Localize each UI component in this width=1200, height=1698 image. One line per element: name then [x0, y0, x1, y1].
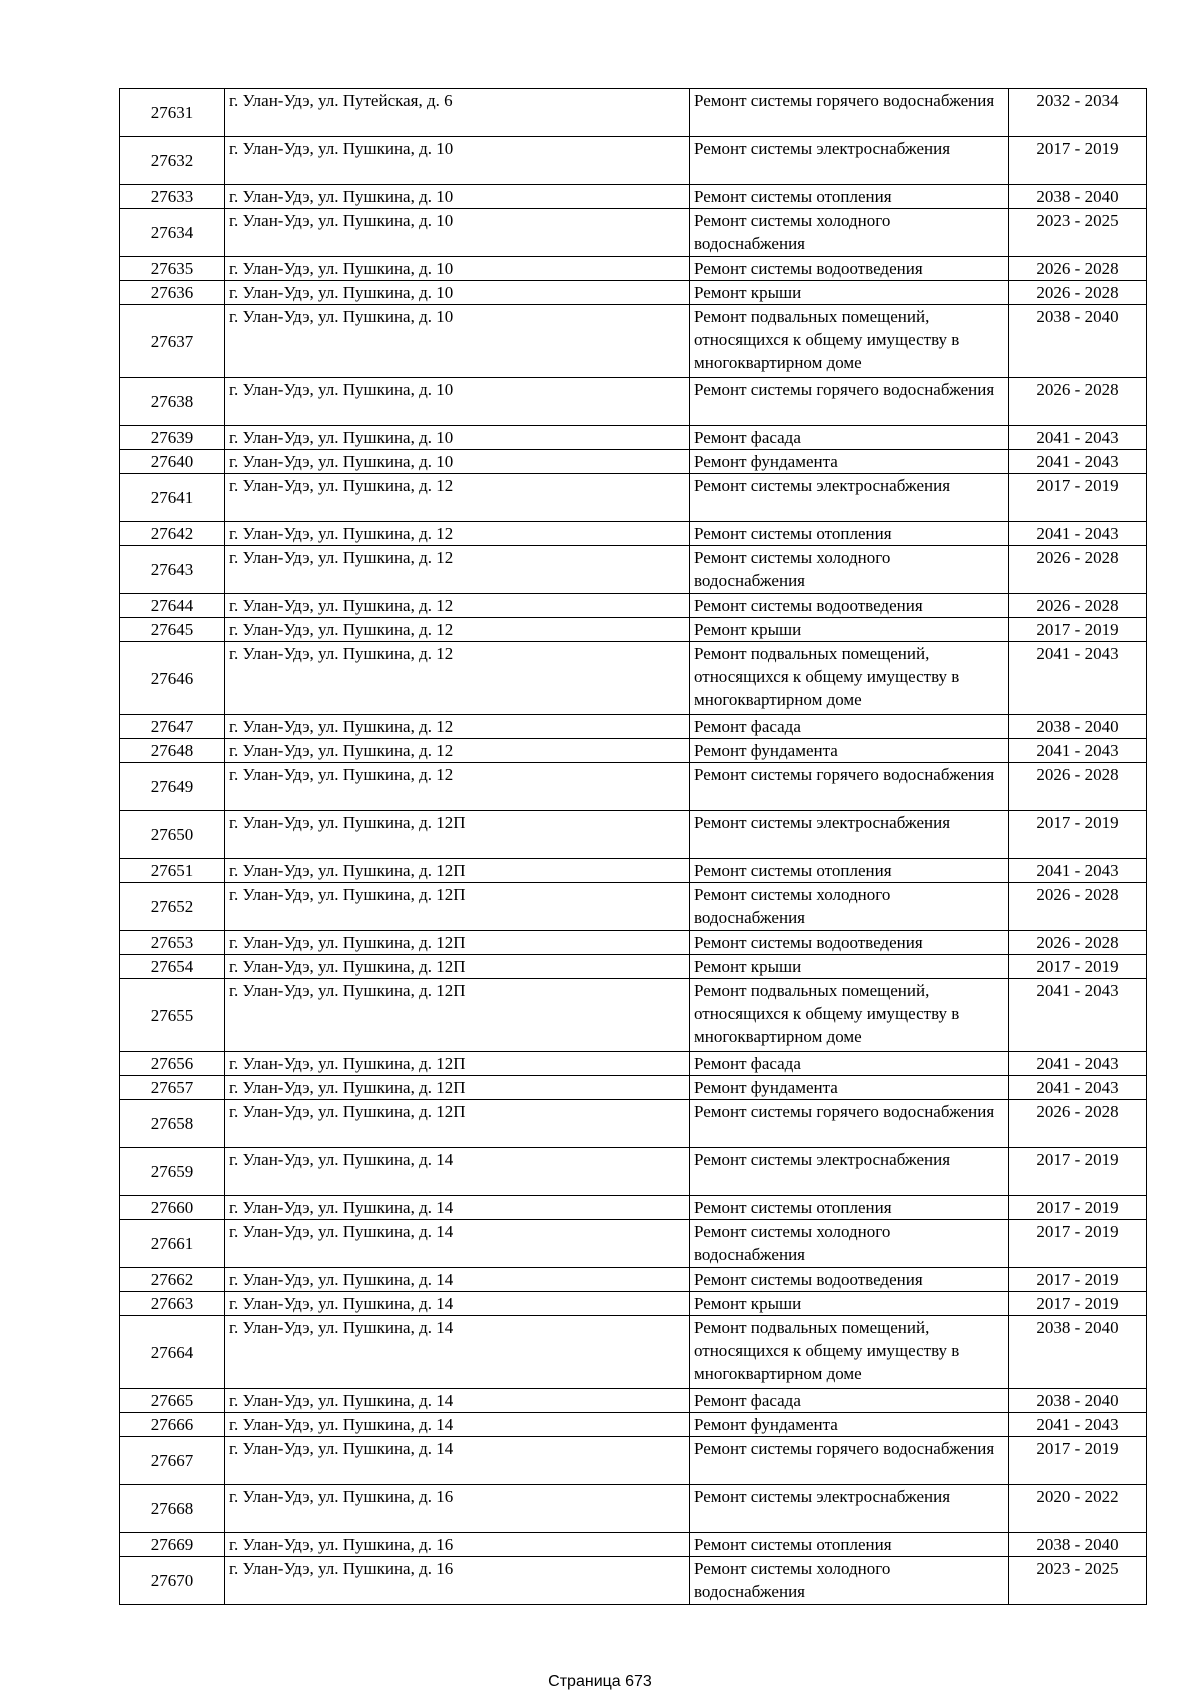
- table-row: [120, 931, 1147, 955]
- table-row: [120, 89, 1147, 137]
- page-number: Страница 673: [548, 1673, 652, 1690]
- table-row: [120, 185, 1147, 209]
- table-row: [120, 1196, 1147, 1220]
- work-type-cell: Ремонт фундамента: [690, 739, 1009, 763]
- work-type-cell: Ремонт фундамента: [690, 450, 1009, 474]
- work-type-cell: Ремонт системы холодного водоснабжения: [690, 1220, 1009, 1268]
- address-cell: г. Улан-Удэ, ул. Пушкина, д. 12: [225, 763, 690, 811]
- period-cell: 2026 - 2028: [1009, 1100, 1147, 1148]
- table-row: [120, 426, 1147, 450]
- address-cell: г. Улан-Удэ, ул. Пушкина, д. 16: [225, 1557, 690, 1605]
- row-number-cell: 27652: [120, 883, 225, 931]
- address-cell: г. Улан-Удэ, ул. Пушкина, д. 12П: [225, 811, 690, 859]
- period-cell: 2041 - 2043: [1009, 739, 1147, 763]
- period-cell: 2017 - 2019: [1009, 474, 1147, 522]
- work-type-cell: Ремонт системы отопления: [690, 185, 1009, 209]
- period-cell: 2017 - 2019: [1009, 1148, 1147, 1196]
- period-cell: 2041 - 2043: [1009, 642, 1147, 715]
- address-cell: г. Улан-Удэ, ул. Пушкина, д. 12П: [225, 859, 690, 883]
- table-row: [120, 1533, 1147, 1557]
- address-cell: г. Улан-Удэ, ул. Пушкина, д. 12: [225, 642, 690, 715]
- address-cell: г. Улан-Удэ, ул. Путейская, д. 6: [225, 89, 690, 137]
- table-row: [120, 811, 1147, 859]
- row-number-cell: 27656: [120, 1052, 225, 1076]
- period-cell: 2026 - 2028: [1009, 883, 1147, 931]
- table-row: [120, 1389, 1147, 1413]
- row-number-cell: 27638: [120, 378, 225, 426]
- work-type-cell: Ремонт фасада: [690, 715, 1009, 739]
- table-row: [120, 1052, 1147, 1076]
- address-cell: г. Улан-Удэ, ул. Пушкина, д. 10: [225, 185, 690, 209]
- work-type-cell: Ремонт фасада: [690, 1389, 1009, 1413]
- address-cell: г. Улан-Удэ, ул. Пушкина, д. 12П: [225, 883, 690, 931]
- address-cell: г. Улан-Удэ, ул. Пушкина, д. 14: [225, 1292, 690, 1316]
- row-number-cell: 27636: [120, 281, 225, 305]
- work-type-cell: Ремонт системы горячего водоснабжения: [690, 378, 1009, 426]
- period-cell: 2017 - 2019: [1009, 137, 1147, 185]
- period-cell: 2026 - 2028: [1009, 546, 1147, 594]
- address-cell: г. Улан-Удэ, ул. Пушкина, д. 14: [225, 1148, 690, 1196]
- period-cell: 2026 - 2028: [1009, 763, 1147, 811]
- work-type-cell: Ремонт системы водоотведения: [690, 257, 1009, 281]
- work-type-cell: Ремонт подвальных помещений, относящихся к общему имуществу в многоквартирном доме: [690, 1316, 1009, 1389]
- table-row: [120, 1292, 1147, 1316]
- address-cell: г. Улан-Удэ, ул. Пушкина, д. 10: [225, 305, 690, 378]
- period-cell: 2017 - 2019: [1009, 811, 1147, 859]
- address-cell: г. Улан-Удэ, ул. Пушкина, д. 10: [225, 426, 690, 450]
- period-cell: 2041 - 2043: [1009, 426, 1147, 450]
- address-cell: г. Улан-Удэ, ул. Пушкина, д. 14: [225, 1389, 690, 1413]
- row-number-cell: 27632: [120, 137, 225, 185]
- row-number-cell: 27651: [120, 859, 225, 883]
- period-cell: 2041 - 2043: [1009, 1052, 1147, 1076]
- period-cell: 2038 - 2040: [1009, 1533, 1147, 1557]
- period-cell: 2023 - 2025: [1009, 209, 1147, 257]
- table-row: [120, 137, 1147, 185]
- table-row: [120, 594, 1147, 618]
- period-cell: 2017 - 2019: [1009, 1196, 1147, 1220]
- address-cell: г. Улан-Удэ, ул. Пушкина, д. 12П: [225, 979, 690, 1052]
- address-cell: г. Улан-Удэ, ул. Пушкина, д. 12П: [225, 931, 690, 955]
- row-number-cell: 27668: [120, 1485, 225, 1533]
- address-cell: г. Улан-Удэ, ул. Пушкина, д. 16: [225, 1533, 690, 1557]
- work-type-cell: Ремонт фасада: [690, 426, 1009, 450]
- table-row: [120, 474, 1147, 522]
- address-cell: г. Улан-Удэ, ул. Пушкина, д. 14: [225, 1316, 690, 1389]
- period-cell: 2038 - 2040: [1009, 305, 1147, 378]
- work-type-cell: Ремонт системы отопления: [690, 859, 1009, 883]
- table-row: [120, 979, 1147, 1052]
- period-cell: 2038 - 2040: [1009, 185, 1147, 209]
- address-cell: г. Улан-Удэ, ул. Пушкина, д. 16: [225, 1485, 690, 1533]
- table-row: [120, 883, 1147, 931]
- table-row: [120, 450, 1147, 474]
- address-cell: г. Улан-Удэ, ул. Пушкина, д. 12: [225, 594, 690, 618]
- row-number-cell: 27633: [120, 185, 225, 209]
- address-cell: г. Улан-Удэ, ул. Пушкина, д. 14: [225, 1268, 690, 1292]
- row-number-cell: 27667: [120, 1437, 225, 1485]
- row-number-cell: 27654: [120, 955, 225, 979]
- work-type-cell: Ремонт системы отопления: [690, 1196, 1009, 1220]
- period-cell: 2017 - 2019: [1009, 618, 1147, 642]
- work-type-cell: Ремонт системы горячего водоснабжения: [690, 89, 1009, 137]
- row-number-cell: 27634: [120, 209, 225, 257]
- row-number-cell: 27662: [120, 1268, 225, 1292]
- period-cell: 2017 - 2019: [1009, 1268, 1147, 1292]
- period-cell: 2017 - 2019: [1009, 1437, 1147, 1485]
- work-type-cell: Ремонт фундамента: [690, 1413, 1009, 1437]
- period-cell: 2038 - 2040: [1009, 715, 1147, 739]
- row-number-cell: 27664: [120, 1316, 225, 1389]
- table-row: [120, 378, 1147, 426]
- table-row: [120, 618, 1147, 642]
- row-number-cell: 27646: [120, 642, 225, 715]
- row-number-cell: 27657: [120, 1076, 225, 1100]
- address-cell: г. Улан-Удэ, ул. Пушкина, д. 10: [225, 257, 690, 281]
- period-cell: 2038 - 2040: [1009, 1316, 1147, 1389]
- work-type-cell: Ремонт крыши: [690, 955, 1009, 979]
- address-cell: г. Улан-Удэ, ул. Пушкина, д. 10: [225, 281, 690, 305]
- row-number-cell: 27631: [120, 89, 225, 137]
- table-body: [120, 89, 1147, 1605]
- period-cell: 2026 - 2028: [1009, 257, 1147, 281]
- period-cell: 2026 - 2028: [1009, 594, 1147, 618]
- row-number-cell: 27649: [120, 763, 225, 811]
- row-number-cell: 27661: [120, 1220, 225, 1268]
- capital-repair-table: [119, 88, 1147, 1605]
- work-type-cell: Ремонт крыши: [690, 1292, 1009, 1316]
- work-type-cell: Ремонт системы отопления: [690, 522, 1009, 546]
- row-number-cell: 27650: [120, 811, 225, 859]
- table-row: [120, 305, 1147, 378]
- period-cell: 2041 - 2043: [1009, 979, 1147, 1052]
- row-number-cell: 27635: [120, 257, 225, 281]
- table-row: [120, 1316, 1147, 1389]
- table-row: [120, 859, 1147, 883]
- work-type-cell: Ремонт системы холодного водоснабжения: [690, 883, 1009, 931]
- address-cell: г. Улан-Удэ, ул. Пушкина, д. 12: [225, 474, 690, 522]
- row-number-cell: 27645: [120, 618, 225, 642]
- work-type-cell: Ремонт крыши: [690, 618, 1009, 642]
- address-cell: г. Улан-Удэ, ул. Пушкина, д. 12: [225, 546, 690, 594]
- table-row: [120, 715, 1147, 739]
- table-row: [120, 281, 1147, 305]
- table-row: [120, 522, 1147, 546]
- work-type-cell: Ремонт системы холодного водоснабжения: [690, 1557, 1009, 1605]
- address-cell: г. Улан-Удэ, ул. Пушкина, д. 12: [225, 522, 690, 546]
- row-number-cell: 27647: [120, 715, 225, 739]
- period-cell: 2026 - 2028: [1009, 931, 1147, 955]
- period-cell: 2041 - 2043: [1009, 522, 1147, 546]
- address-cell: г. Улан-Удэ, ул. Пушкина, д. 14: [225, 1437, 690, 1485]
- work-type-cell: Ремонт системы электроснабжения: [690, 474, 1009, 522]
- table-row: [120, 1437, 1147, 1485]
- period-cell: 2041 - 2043: [1009, 1413, 1147, 1437]
- row-number-cell: 27666: [120, 1413, 225, 1437]
- table-row: [120, 1413, 1147, 1437]
- period-cell: 2041 - 2043: [1009, 859, 1147, 883]
- period-cell: 2041 - 2043: [1009, 450, 1147, 474]
- table-row: [120, 1100, 1147, 1148]
- address-cell: г. Улан-Удэ, ул. Пушкина, д. 14: [225, 1220, 690, 1268]
- row-number-cell: 27637: [120, 305, 225, 378]
- row-number-cell: 27653: [120, 931, 225, 955]
- row-number-cell: 27655: [120, 979, 225, 1052]
- table-row: [120, 1268, 1147, 1292]
- period-cell: 2017 - 2019: [1009, 1292, 1147, 1316]
- address-cell: г. Улан-Удэ, ул. Пушкина, д. 12: [225, 739, 690, 763]
- address-cell: г. Улан-Удэ, ул. Пушкина, д. 14: [225, 1196, 690, 1220]
- table-row: [120, 1148, 1147, 1196]
- period-cell: 2023 - 2025: [1009, 1557, 1147, 1605]
- row-number-cell: 27643: [120, 546, 225, 594]
- table-row: [120, 257, 1147, 281]
- address-cell: г. Улан-Удэ, ул. Пушкина, д. 10: [225, 137, 690, 185]
- address-cell: г. Улан-Удэ, ул. Пушкина, д. 10: [225, 378, 690, 426]
- row-number-cell: 27660: [120, 1196, 225, 1220]
- row-number-cell: 27663: [120, 1292, 225, 1316]
- address-cell: г. Улан-Удэ, ул. Пушкина, д. 12П: [225, 1076, 690, 1100]
- table-row: [120, 1076, 1147, 1100]
- row-number-cell: 27648: [120, 739, 225, 763]
- period-cell: 2026 - 2028: [1009, 378, 1147, 426]
- work-type-cell: Ремонт системы горячего водоснабжения: [690, 1100, 1009, 1148]
- address-cell: г. Улан-Удэ, ул. Пушкина, д. 14: [225, 1413, 690, 1437]
- work-type-cell: Ремонт фасада: [690, 1052, 1009, 1076]
- work-type-cell: Ремонт системы электроснабжения: [690, 811, 1009, 859]
- work-type-cell: Ремонт системы водоотведения: [690, 931, 1009, 955]
- work-type-cell: Ремонт крыши: [690, 281, 1009, 305]
- address-cell: г. Улан-Удэ, ул. Пушкина, д. 10: [225, 209, 690, 257]
- work-type-cell: Ремонт системы электроснабжения: [690, 137, 1009, 185]
- table-row: [120, 642, 1147, 715]
- row-number-cell: 27639: [120, 426, 225, 450]
- table-row: [120, 209, 1147, 257]
- row-number-cell: 27641: [120, 474, 225, 522]
- row-number-cell: 27658: [120, 1100, 225, 1148]
- address-cell: г. Улан-Удэ, ул. Пушкина, д. 12П: [225, 1100, 690, 1148]
- period-cell: 2026 - 2028: [1009, 281, 1147, 305]
- address-cell: г. Улан-Удэ, ул. Пушкина, д. 12П: [225, 955, 690, 979]
- address-cell: г. Улан-Удэ, ул. Пушкина, д. 12: [225, 715, 690, 739]
- work-type-cell: Ремонт подвальных помещений, относящихся к общему имуществу в многоквартирном доме: [690, 305, 1009, 378]
- work-type-cell: Ремонт подвальных помещений, относящихся к общему имуществу в многоквартирном доме: [690, 979, 1009, 1052]
- row-number-cell: 27670: [120, 1557, 225, 1605]
- address-cell: г. Улан-Удэ, ул. Пушкина, д. 12: [225, 618, 690, 642]
- row-number-cell: 27665: [120, 1389, 225, 1413]
- work-type-cell: Ремонт системы горячего водоснабжения: [690, 763, 1009, 811]
- address-cell: г. Улан-Удэ, ул. Пушкина, д. 10: [225, 450, 690, 474]
- table-row: [120, 955, 1147, 979]
- row-number-cell: 27642: [120, 522, 225, 546]
- work-type-cell: Ремонт системы горячего водоснабжения: [690, 1437, 1009, 1485]
- table-row: [120, 1485, 1147, 1533]
- table-row: [120, 763, 1147, 811]
- row-number-cell: 27669: [120, 1533, 225, 1557]
- row-number-cell: 27644: [120, 594, 225, 618]
- period-cell: 2041 - 2043: [1009, 1076, 1147, 1100]
- period-cell: 2017 - 2019: [1009, 1220, 1147, 1268]
- work-type-cell: Ремонт системы водоотведения: [690, 1268, 1009, 1292]
- row-number-cell: 27640: [120, 450, 225, 474]
- work-type-cell: Ремонт системы электроснабжения: [690, 1485, 1009, 1533]
- table-row: [120, 546, 1147, 594]
- table-row: [120, 739, 1147, 763]
- work-type-cell: Ремонт системы электроснабжения: [690, 1148, 1009, 1196]
- address-cell: г. Улан-Удэ, ул. Пушкина, д. 12П: [225, 1052, 690, 1076]
- work-type-cell: Ремонт системы водоотведения: [690, 594, 1009, 618]
- work-type-cell: Ремонт подвальных помещений, относящихся к общему имуществу в многоквартирном доме: [690, 642, 1009, 715]
- period-cell: 2020 - 2022: [1009, 1485, 1147, 1533]
- period-cell: 2032 - 2034: [1009, 89, 1147, 137]
- work-type-cell: Ремонт фундамента: [690, 1076, 1009, 1100]
- period-cell: 2017 - 2019: [1009, 955, 1147, 979]
- work-type-cell: Ремонт системы холодного водоснабжения: [690, 209, 1009, 257]
- period-cell: 2038 - 2040: [1009, 1389, 1147, 1413]
- row-number-cell: 27659: [120, 1148, 225, 1196]
- table-row: [120, 1220, 1147, 1268]
- work-type-cell: Ремонт системы холодного водоснабжения: [690, 546, 1009, 594]
- work-type-cell: Ремонт системы отопления: [690, 1533, 1009, 1557]
- table-row: [120, 1557, 1147, 1605]
